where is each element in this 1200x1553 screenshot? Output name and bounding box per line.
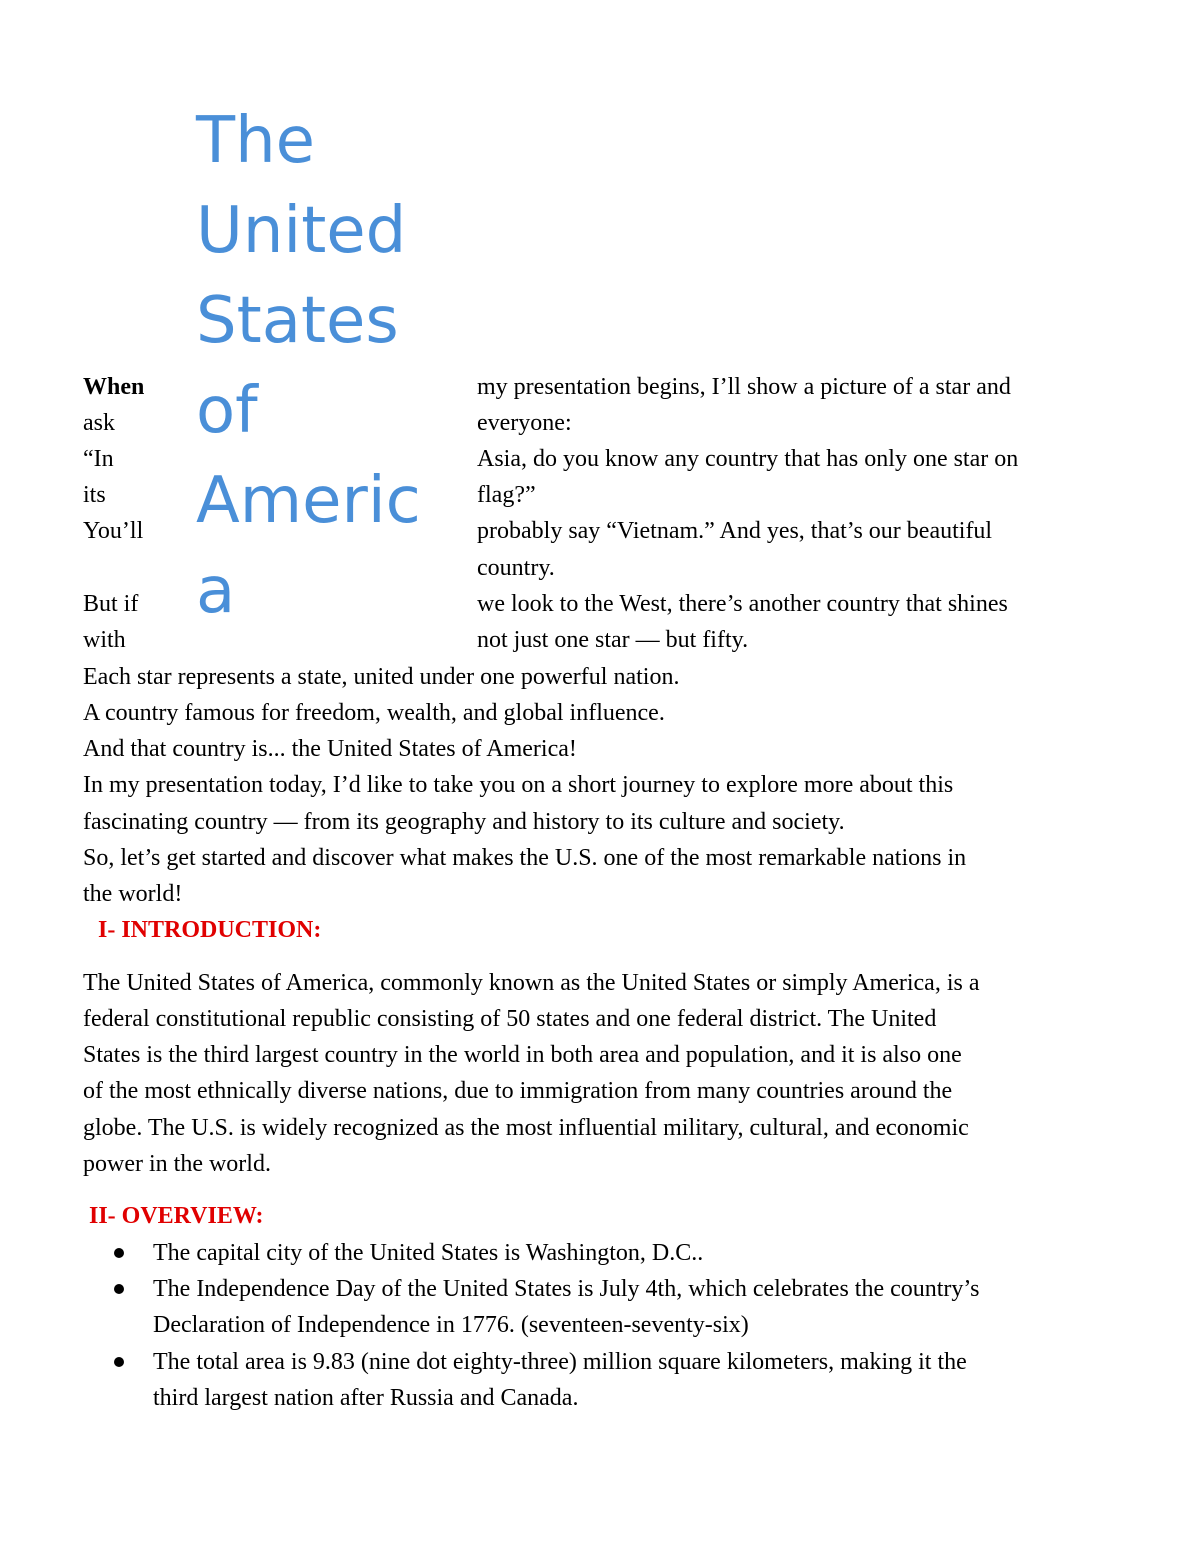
intro-left-word: its: [83, 482, 106, 508]
body-line: A country famous for freedom, wealth, and global influence.: [83, 700, 665, 726]
intro-left-word: “In: [83, 446, 114, 472]
body-line: Each star represents a state, united under one powerful nation.: [83, 664, 680, 690]
bullet-icon: [114, 1284, 124, 1294]
paragraph-line: of the most ethnically diverse nations, due to immigration from many countries around the: [83, 1078, 953, 1104]
title-line: United: [196, 194, 407, 268]
paragraph-line: globe. The U.S. is widely recognized as the most influential military, cultural, and economic: [83, 1115, 969, 1141]
intro-right-line: my presentation begins, I’ll show a picture of a star and: [477, 374, 1011, 400]
title-line: States: [196, 284, 399, 358]
intro-right-line: we look to the West, there’s another country that shines: [477, 591, 1008, 617]
section-heading-overview: II- OVERVIEW:: [89, 1203, 264, 1229]
section-heading-introduction: I- INTRODUCTION:: [98, 917, 322, 943]
list-item: The Independence Day of the United States is July 4th, which celebrates the country’s: [153, 1276, 980, 1302]
paragraph-line: The United States of America, commonly known as the United States or simply America, is a: [83, 970, 980, 996]
title-line: of: [196, 374, 258, 448]
paragraph-line: federal constitutional republic consisting of 50 states and one federal district. The United: [83, 1006, 937, 1032]
bullet-icon: [114, 1248, 124, 1258]
body-line: In my presentation today, I’d like to take you on a short journey to explore more about this: [83, 772, 954, 798]
body-line: the world!: [83, 881, 183, 907]
intro-right-line: flag?”: [477, 482, 536, 508]
list-item: The total area is 9.83 (nine dot eighty-three) million square kilometers, making it the: [153, 1349, 967, 1375]
body-line: And that country is... the United States of America!: [83, 736, 577, 762]
intro-left-word: with: [83, 627, 126, 653]
intro-left-word: But if: [83, 591, 139, 617]
paragraph-line: power in the world.: [83, 1151, 271, 1177]
intro-right-line: not just one star — but fifty.: [477, 627, 749, 653]
intro-right-line: country.: [477, 555, 555, 581]
paragraph-line: States is the third largest country in the world in both area and population, and it is also one: [83, 1042, 962, 1068]
title-line: The: [196, 104, 316, 178]
list-item-continuation: Declaration of Independence in 1776. (seventeen-seventy-six): [153, 1312, 749, 1338]
bullet-icon: [114, 1357, 124, 1367]
title-line: Americ: [196, 464, 421, 538]
intro-right-line: Asia, do you know any country that has only one star on: [477, 446, 1019, 472]
list-item-continuation: third largest nation after Russia and Canada.: [153, 1385, 579, 1411]
body-line: So, let’s get started and discover what makes the U.S. one of the most remarkable nations in: [83, 845, 967, 871]
intro-right-line: everyone:: [477, 410, 572, 436]
document-title: [196, 96, 466, 636]
intro-left-word: When: [83, 374, 145, 400]
intro-left-word: ask: [83, 410, 115, 436]
title-line: a: [196, 554, 236, 628]
body-line: fascinating country — from its geography and history to its culture and society.: [83, 809, 845, 835]
list-item: The capital city of the United States is Washington, D.C..: [153, 1240, 704, 1266]
intro-right-line: probably say “Vietnam.” And yes, that’s our beautiful: [477, 518, 993, 544]
intro-left-word: You’ll: [83, 518, 144, 544]
